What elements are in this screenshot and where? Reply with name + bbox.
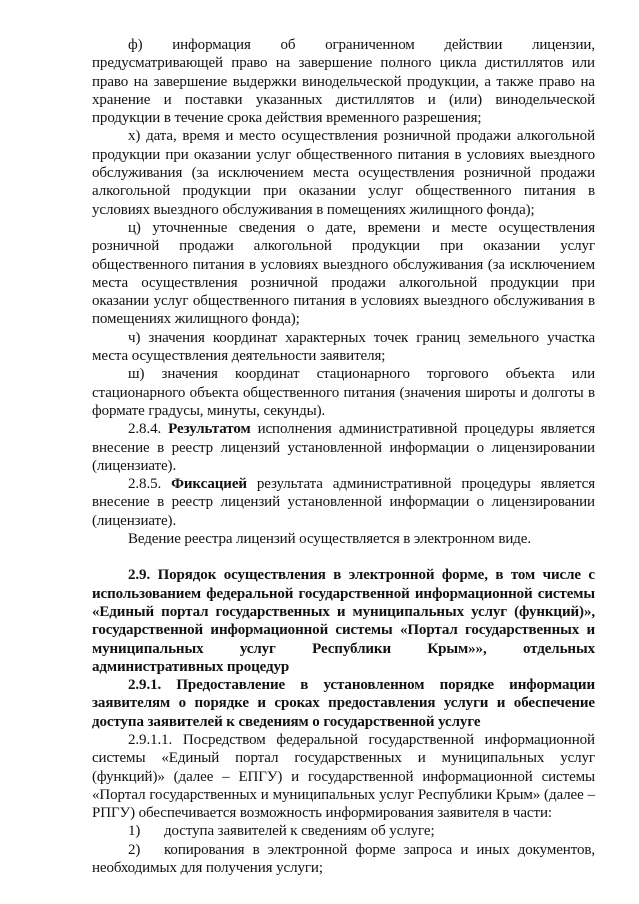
paragraph-h: х) дата, время и место осуществления розничной продажи алкогольной продукции при оказании услуг общественного питания в условиях выездного обслуживания (за исключением места осуществления розничной продажи алкогольной продукции при оказании услуг общественного питания в условиях выездного обслуживания в помещениях жилищного фонда); bbox=[92, 128, 595, 218]
list-item bbox=[92, 822, 595, 840]
section-number: 2.8.4. bbox=[128, 421, 162, 438]
list-item bbox=[92, 841, 595, 878]
list-number: 2) bbox=[128, 841, 141, 858]
heading-2-9-1: 2.9.1. Предоставление в установленном порядке информации заявителям о порядке и сроках предоставления услуги и обеспечение доступа заявителей к сведениям о государственной услуге bbox=[92, 677, 595, 730]
bold-term: Результатом bbox=[168, 421, 251, 438]
section-number: 2.8.5. bbox=[128, 476, 162, 493]
paragraph-2-8-4 bbox=[92, 420, 595, 475]
paragraph-ch: ч) значения координат характерных точек границ земельного участка места осуществления деятельности заявителя; bbox=[92, 329, 595, 365]
paragraph-ts: ц) уточненные сведения о дате, времени и месте осуществления розничной продажи алкогольной продукции при оказании услуг общественного питания в условиях выездного обслуживания (за исключением места осуществления розничной продажи алкогольной продукции при оказании услуг общественного питания в условиях выездного обслуживания в помещениях жилищного фонда); bbox=[92, 219, 595, 328]
list-number: 1) bbox=[128, 823, 141, 840]
paragraph-text: исполнения административной процедуры является внесение в реестр лицензий установленной информации о лицензировании (лицензиате). bbox=[92, 421, 595, 474]
paragraph-registry: Ведение реестра лицензий осуществляется в электронном виде. bbox=[128, 531, 531, 548]
paragraph-sh: ш) значения координат стационарного торгового объекта или стационарного объекта общественного питания (значения широты и долготы в формате градусы, минуты, секунды). bbox=[92, 366, 595, 419]
spacer bbox=[92, 548, 595, 566]
paragraph-text: результата административной процедуры является внесение в реестр лицензий установленной информации о лицензировании (лицензиате). bbox=[92, 476, 595, 529]
paragraph-2-9-1-1: 2.9.1.1. Посредством федеральной государственной информационной системы «Единый портал государственных и муниципальных услуг (функций)» (далее – ЕПГУ) и государственной информационной системы «Портал государственных и муниципальных услуг Республики Крым» (далее – РПГУ) обеспечивается возможность информирования заявителя в части: bbox=[92, 731, 595, 822]
paragraph-f: ф) информация об ограниченном действии лицензии, предусматривающей право на завершение полного цикла дистиллятов или право на завершение выдержки винодельческой продукции, а также право на хранение и поставки указанных дистиллятов и (или) винодельческой продукции в течение срока действия временного разрешения; bbox=[92, 37, 595, 127]
paragraph-2-8-5 bbox=[92, 475, 595, 530]
bold-term: Фиксацией bbox=[171, 476, 247, 493]
list-text: доступа заявителей к сведениям об услуге; bbox=[164, 823, 435, 840]
list-text: копирования в электронной форме запроса и иных документов, необходимых для получения услуги; bbox=[92, 841, 595, 877]
heading-2-9: 2.9. Порядок осуществления в электронной форме, в том числе с использованием федеральной государственной информационной системы «Единый портал государственных и муниципальных услуг (функций)», государственной информационной системы «Портал государственных и муниципальных услуг Республики Крым»», отдельных административных процедур bbox=[92, 567, 595, 675]
